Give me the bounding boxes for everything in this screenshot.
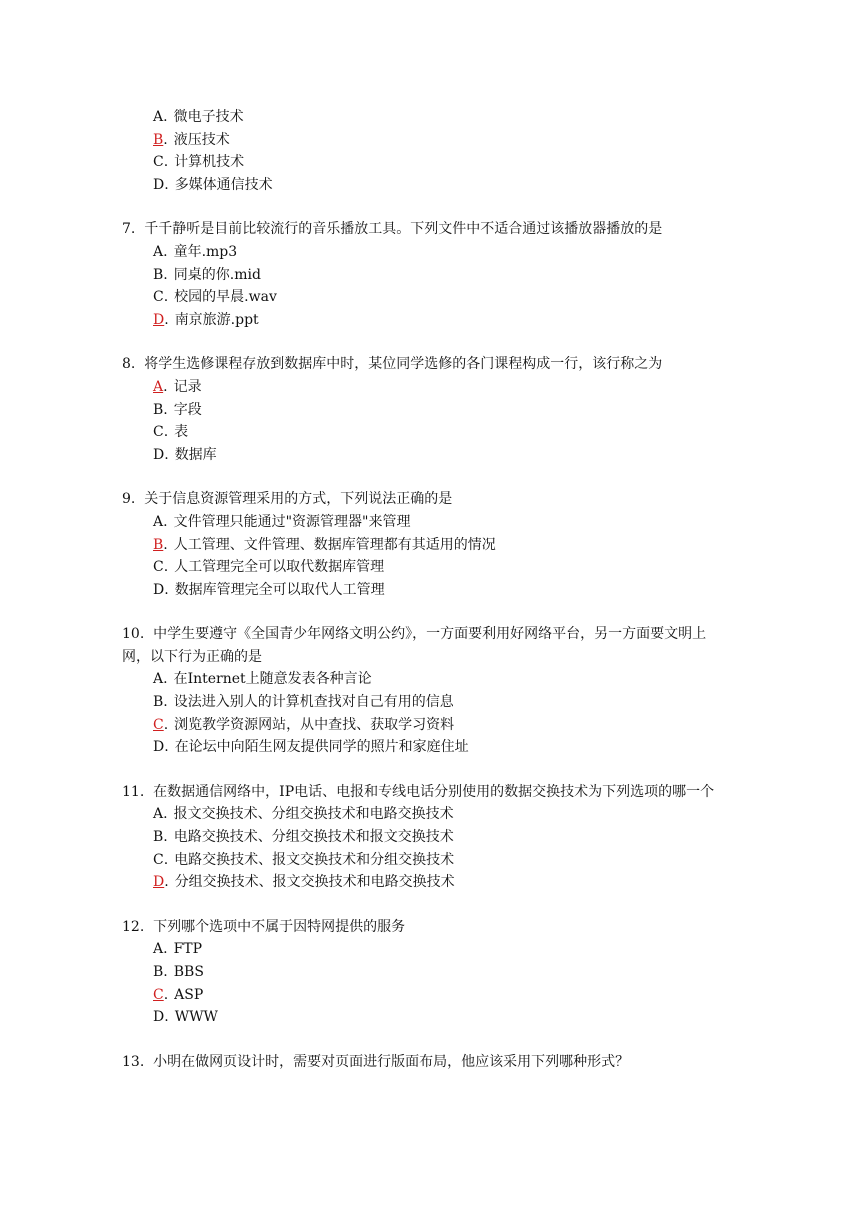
option-text: 人工管理完全可以取代数据库管理 xyxy=(174,559,385,576)
option-separator: . xyxy=(164,446,169,463)
option-separator: . xyxy=(163,694,168,711)
option-letter: A xyxy=(153,941,164,958)
question-stem xyxy=(122,353,732,376)
option-separator: . xyxy=(163,964,168,980)
option-separator: . xyxy=(163,806,168,823)
option-letter: B xyxy=(153,829,164,846)
option-separator: . xyxy=(164,581,169,598)
answer-option xyxy=(122,264,732,287)
option-text: 校园的早晨.wav xyxy=(174,289,277,306)
option-text: 计算机技术 xyxy=(174,154,245,171)
answer-option xyxy=(122,826,732,849)
option-letter: C xyxy=(153,424,164,441)
answer-option xyxy=(122,714,732,737)
question-stem xyxy=(122,218,732,241)
option-letter: C xyxy=(153,851,164,868)
option-separator: . xyxy=(163,671,168,688)
option-separator: . xyxy=(163,716,169,733)
option-text: 同桌的你.mid xyxy=(173,266,261,283)
answer-option xyxy=(122,444,732,467)
option-letter: B xyxy=(153,694,164,711)
answer-option xyxy=(122,376,732,399)
question-number: 12. xyxy=(122,918,145,935)
option-text: ASP xyxy=(174,986,204,1003)
option-text: 多媒体通信技术 xyxy=(174,176,273,193)
option-separator: . xyxy=(163,378,168,395)
option-separator: . xyxy=(163,513,168,530)
option-letter: A xyxy=(153,806,164,823)
question-number: 7. xyxy=(122,221,136,238)
question-block xyxy=(122,916,732,1029)
answer-option xyxy=(122,286,732,309)
answer-option xyxy=(122,938,732,961)
answer-option xyxy=(122,534,732,557)
option-letter-correct: C xyxy=(153,986,164,1003)
option-letter: B xyxy=(153,401,164,418)
option-separator: . xyxy=(164,874,169,891)
option-letter: D xyxy=(153,739,165,756)
option-text: 字段 xyxy=(173,401,202,418)
option-text: 表 xyxy=(174,424,189,441)
option-text: 在论坛中向陌生网友提供同学的照片和家庭住址 xyxy=(174,739,469,756)
option-letter: B xyxy=(153,266,164,283)
option-letter-correct: B xyxy=(153,131,164,148)
option-separator: . xyxy=(163,243,168,260)
answer-option xyxy=(122,174,732,197)
option-letter: D xyxy=(153,446,165,463)
question-stem xyxy=(122,781,732,804)
option-text: 人工管理、文件管理、数据库管理都有其适用的情况 xyxy=(173,536,496,553)
answer-option xyxy=(122,421,732,444)
option-separator: . xyxy=(163,941,168,958)
option-separator: . xyxy=(163,154,169,171)
option-letter: B xyxy=(153,964,164,980)
option-letter: D xyxy=(153,1009,165,1026)
option-text: 报文交换技术、分组交换技术和电路交换技术 xyxy=(173,806,454,823)
option-text: 设法进入别人的计算机查找对自己有用的信息 xyxy=(173,694,454,711)
question-stem xyxy=(122,916,732,939)
answer-option xyxy=(122,803,732,826)
option-separator: . xyxy=(163,131,168,148)
question-text: 下列哪个选项中不属于因特网提供的服务 xyxy=(153,918,406,935)
option-text: 数据库管理完全可以取代人工管理 xyxy=(174,581,385,598)
answer-option xyxy=(122,556,732,579)
option-separator: . xyxy=(163,986,169,1003)
option-separator: . xyxy=(163,401,168,418)
option-letter: A xyxy=(153,513,164,530)
option-separator: . xyxy=(163,536,168,553)
answer-option xyxy=(122,849,732,872)
answer-option xyxy=(122,511,732,534)
question-block xyxy=(122,781,732,894)
answer-option xyxy=(122,668,732,691)
option-text: 文件管理只能通过"资源管理器"来管理 xyxy=(173,513,411,530)
option-letter: D xyxy=(153,176,165,193)
answer-option xyxy=(122,106,732,129)
question-block xyxy=(122,353,732,466)
option-text: BBS xyxy=(173,964,204,980)
option-separator: . xyxy=(163,559,169,576)
option-letter: D xyxy=(153,581,165,598)
option-separator: . xyxy=(164,1009,169,1026)
option-letter-correct: D xyxy=(153,311,165,328)
answer-option xyxy=(122,129,732,152)
option-text: 液压技术 xyxy=(173,131,230,148)
option-text: 记录 xyxy=(173,378,202,395)
option-text: 南京旅游.ppt xyxy=(174,311,259,328)
option-letter: C xyxy=(153,559,164,576)
question-number: 10. xyxy=(122,626,145,643)
option-text: 分组交换技术、报文交换技术和电路交换技术 xyxy=(174,874,455,891)
option-separator: . xyxy=(163,289,169,306)
option-text: 电路交换技术、分组交换技术和报文交换技术 xyxy=(173,829,454,846)
question-stem xyxy=(122,488,732,511)
option-text: 微电子技术 xyxy=(173,109,244,125)
option-letter: A xyxy=(153,243,164,260)
option-text: 电路交换技术、报文交换技术和分组交换技术 xyxy=(174,851,455,868)
option-separator: . xyxy=(163,424,169,441)
question-number: 11. xyxy=(122,783,145,800)
answer-option xyxy=(122,579,732,602)
option-separator: . xyxy=(163,266,168,283)
question-text: 中学生要遵守《全国青少年网络文明公约》，一方面要利用好网络平台，另一方面要文明上网，以下行为正确的是 xyxy=(122,626,707,665)
option-text: WWW xyxy=(174,1009,218,1026)
question-block xyxy=(122,106,732,196)
answer-option xyxy=(122,151,732,174)
answer-option xyxy=(122,691,732,714)
question-text: 将学生选修课程存放到数据库中时，某位同学选修的各门课程构成一行，该行称之为 xyxy=(144,356,663,373)
option-letter-correct: D xyxy=(153,874,165,891)
question-text: 关于信息资源管理采用的方式，下列说法正确的是 xyxy=(144,491,453,508)
option-letter: A xyxy=(153,671,164,688)
answer-option xyxy=(122,961,732,984)
answer-option xyxy=(122,871,732,894)
question-text: 在数据通信网络中，IP电话、电报和专线电话分别使用的数据交换技术为下列选项的哪一个 xyxy=(153,783,715,800)
answer-option xyxy=(122,399,732,422)
question-block xyxy=(122,1051,732,1074)
option-letter-correct: C xyxy=(153,716,164,733)
option-separator: . xyxy=(164,176,169,193)
option-text: 在Internet上随意发表各种言论 xyxy=(173,671,372,688)
option-letter: C xyxy=(153,289,164,306)
question-block xyxy=(122,488,732,601)
option-separator: . xyxy=(163,829,168,846)
option-letter: A xyxy=(153,109,164,125)
option-text: 数据库 xyxy=(174,446,217,463)
question-text: 小明在做网页设计时，需要对页面进行版面布局，他应该采用下列哪种形式？ xyxy=(153,1053,630,1070)
option-letter-correct: B xyxy=(153,536,164,553)
option-separator: . xyxy=(164,739,169,756)
option-text: 童年.mp3 xyxy=(173,243,238,260)
question-number: 8. xyxy=(122,356,136,373)
option-letter: C xyxy=(153,154,164,171)
option-separator: . xyxy=(163,851,169,868)
answer-option xyxy=(122,736,732,759)
question-stem xyxy=(122,623,732,668)
answer-option xyxy=(122,309,732,332)
option-text: FTP xyxy=(173,941,203,958)
answer-option xyxy=(122,1006,732,1029)
question-block xyxy=(122,623,732,759)
question-stem xyxy=(122,1051,732,1074)
option-letter-correct: A xyxy=(153,378,164,395)
question-list xyxy=(122,106,732,1095)
question-block xyxy=(122,218,732,331)
answer-option xyxy=(122,241,732,264)
answer-option xyxy=(122,984,732,1007)
question-number: 13. xyxy=(122,1053,145,1070)
question-number: 9. xyxy=(122,491,136,508)
option-text: 浏览教学资源网站，从中查找、获取学习资料 xyxy=(174,716,455,733)
option-separator: . xyxy=(164,311,169,328)
option-separator: . xyxy=(163,109,168,125)
question-text: 千千静听是目前比较流行的音乐播放工具。下列文件中不适合通过该播放器播放的是 xyxy=(144,221,663,238)
